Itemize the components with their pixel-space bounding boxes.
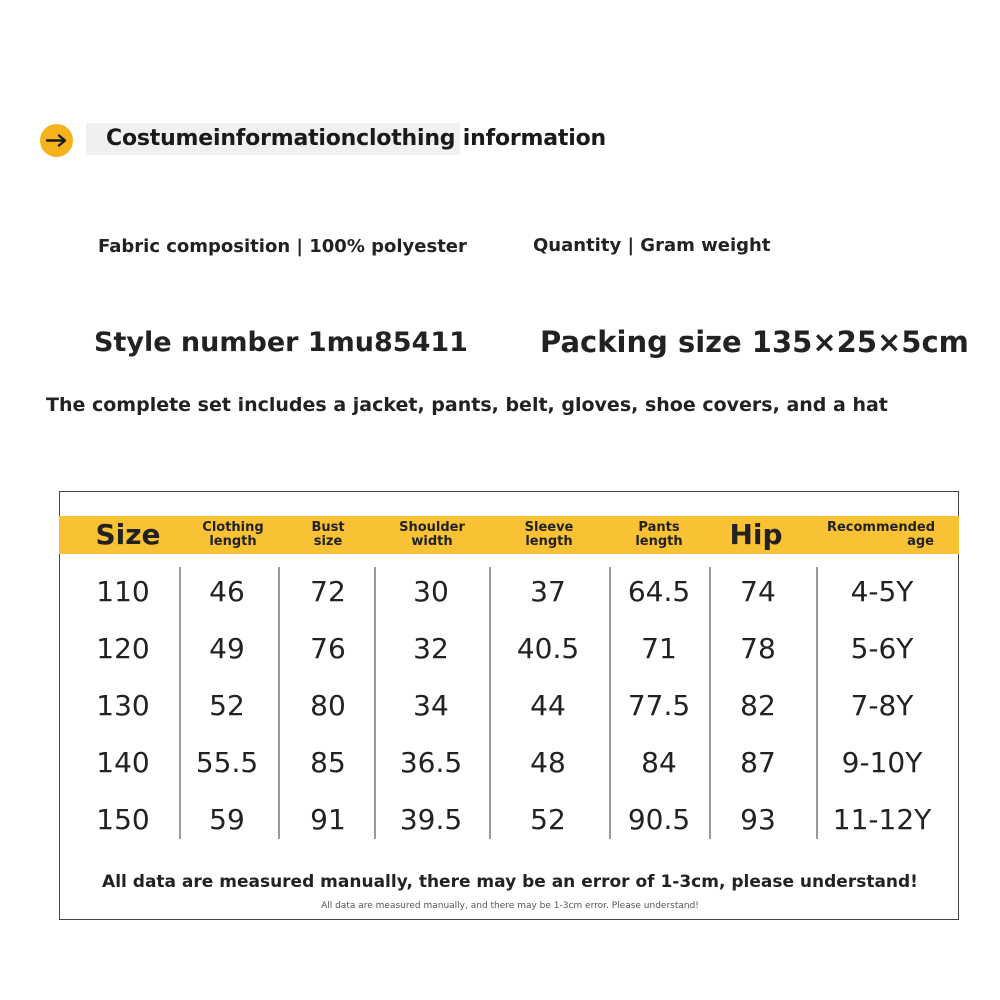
table-cell: 48: [530, 746, 566, 779]
table-cell: 34: [413, 689, 449, 722]
table-cell: 80: [310, 689, 346, 722]
table-cell: 44: [530, 689, 566, 722]
table-cell: 4-5Y: [850, 575, 914, 608]
table-cell: 39.5: [399, 803, 463, 836]
table-cell: 64.5: [627, 575, 691, 608]
table-cell: 87: [740, 746, 776, 779]
column-header-sleeve-length: Sleeve length: [524, 520, 574, 549]
column-header-recommended-age: Recommended age: [826, 520, 936, 549]
table-cell: 82: [740, 689, 776, 722]
measurement-note-small: All data are measured manually, and there may be 1-3cm error. Please understand!: [321, 901, 699, 911]
table-cell: 120: [96, 632, 150, 665]
column-header-shoulder-width: Shoulder width: [399, 520, 465, 549]
table-cell: 46: [209, 575, 245, 608]
column-header-bust-size: Bust size: [311, 520, 345, 549]
table-cell: 150: [96, 803, 150, 836]
table-cell: 40.5: [516, 632, 580, 665]
table-cell: 76: [310, 632, 346, 665]
table-cell: 36.5: [399, 746, 463, 779]
table-cell: 37: [530, 575, 566, 608]
table-cell: 71: [641, 632, 677, 665]
column-header-size: Size: [95, 518, 161, 551]
table-cell: 55.5: [195, 746, 259, 779]
column-header-hip: Hip: [729, 518, 783, 551]
fabric-composition: Fabric composition | 100% polyester: [98, 236, 467, 257]
page-title: Costumeinformationclothing information: [106, 126, 606, 151]
table-cell: 110: [96, 575, 150, 608]
table-cell: 90.5: [627, 803, 691, 836]
table-cell: 59: [209, 803, 245, 836]
measurement-note: All data are measured manually, there may be an error of 1-3cm, please understand!: [102, 872, 918, 892]
table-cell: 52: [209, 689, 245, 722]
table-cell: 11-12Y: [832, 803, 932, 836]
table-cell: 7-8Y: [850, 689, 914, 722]
column-header-clothing-length: Clothing length: [202, 520, 264, 549]
table-cell: 72: [310, 575, 346, 608]
table-cell: 32: [413, 632, 449, 665]
column-header-pants-length: Pants length: [635, 520, 683, 549]
quantity-weight: Quantity | Gram weight: [533, 235, 771, 256]
arrow-right-icon: [40, 124, 73, 157]
table-cell: 52: [530, 803, 566, 836]
table-cell: 140: [96, 746, 150, 779]
set-contents: The complete set includes a jacket, pants, belt, gloves, shoe covers, and a hat: [46, 394, 888, 416]
table-cell: 93: [740, 803, 776, 836]
table-cell: 74: [740, 575, 776, 608]
table-cell: 9-10Y: [841, 746, 923, 779]
table-cell: 84: [641, 746, 677, 779]
table-cell: 49: [209, 632, 245, 665]
table-cell: 78: [740, 632, 776, 665]
table-cell: 77.5: [627, 689, 691, 722]
style-number: Style number 1mu85411: [94, 327, 468, 358]
table-cell: 85: [310, 746, 346, 779]
packing-size: Packing size 135×25×5cm: [540, 325, 969, 359]
table-cell: 5-6Y: [850, 632, 914, 665]
table-cell: 130: [96, 689, 150, 722]
table-cell: 91: [310, 803, 346, 836]
table-cell: 30: [413, 575, 449, 608]
